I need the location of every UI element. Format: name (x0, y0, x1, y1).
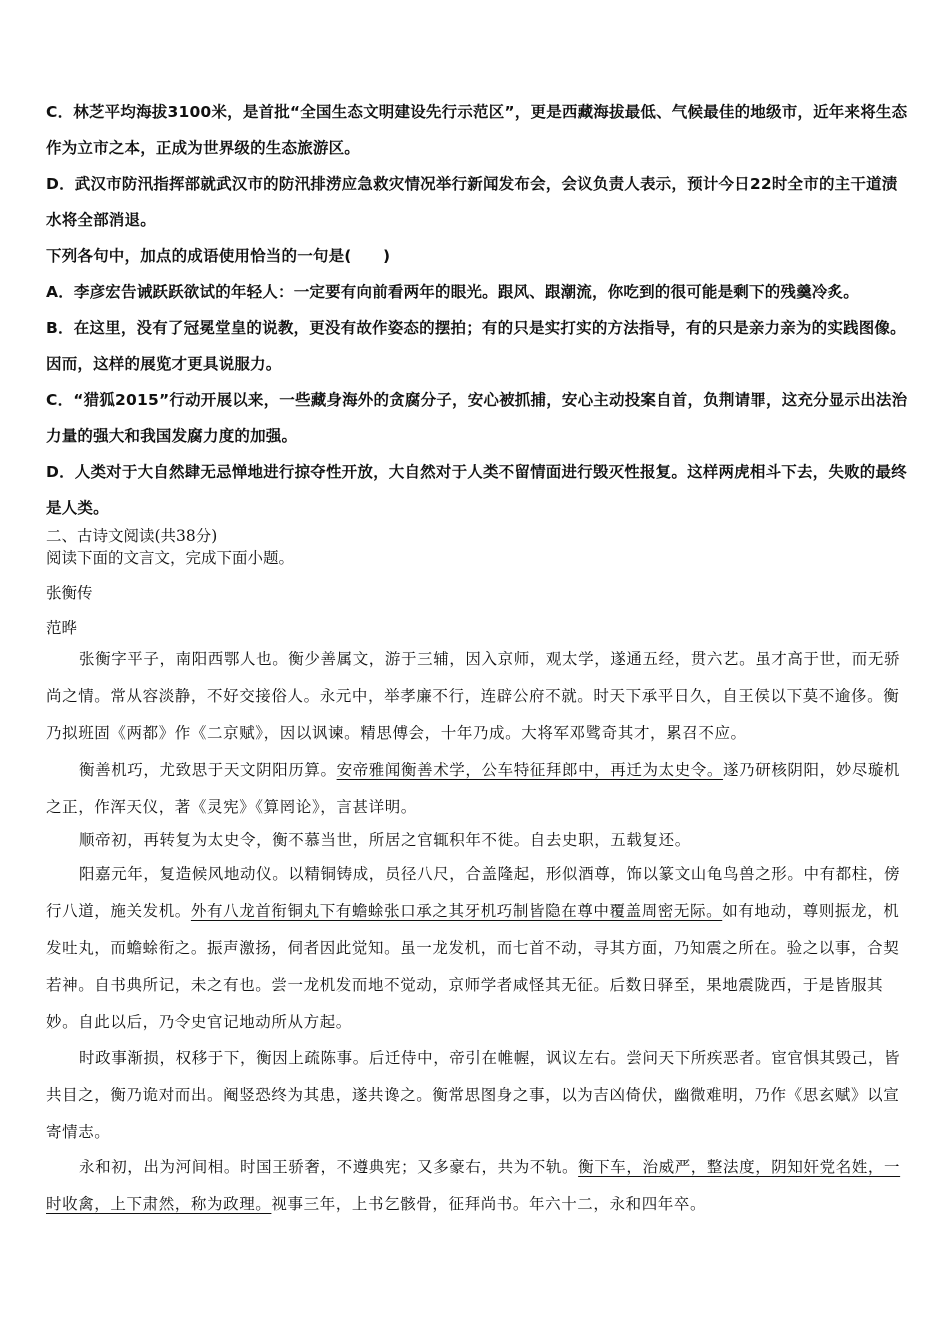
passage-paragraph-1: 张衡字平子，南阳西鄂人也。衡少善属文，游于三辅，因入京师，观太学，遂通五经，贯六艺。虽才高于世，而无骄尚之情。常从容淡静，不好交接俗人。永元中，举孝廉不行，连辟公府不就。时天下承平日久，自王侯以下莫不逾侈。衡乃拟班固《两都》作《二京赋》，因以讽谏。精思傅会，十年乃成。大将军邓骘奇其才，累召不应。 (46, 650, 901, 742)
p4-text-before: 阳嘉元年，复造候风地动仪。以精铜铸成，员径八尺，合盖隆起，形似酒尊，饰以篆文山龟鸟兽之形。中有都柱，傍行八道，施关发机。 (46, 865, 901, 920)
passage-paragraph-2 (46, 752, 908, 826)
p2-text-before: 衡善机巧，尤致思于天文阴阳历算。 (79, 761, 337, 779)
p6-text-before: 永和初，出为河间相。时国王骄奢，不遵典宪；又多豪右，共为不轨。 (79, 1158, 579, 1176)
idiom-option-d: D．人类对于大自然肆无忌惮地进行掠夺性开放，大自然对于人类不留情面进行毁灭性报复。这样两虎相斗下去，失败的最终是人类。 (46, 463, 907, 517)
passage-paragraph-5: 时政事渐损，权移于下，衡因上疏陈事。后迁侍中，帝引在帷幄，讽议左右。尝问天下所疾恶者。宦官惧其毁己，皆共目之，衡乃诡对而出。阉竖恐终为其患，遂共谗之。衡常思图身之事，以为吉凶倚伏，幽微难明，乃作《思玄赋》以宣寄情志。 (46, 1049, 901, 1141)
passage-paragraph-6 (46, 1149, 908, 1223)
passage-paragraph-4 (46, 856, 908, 1041)
p4-text-after: 如有地动，尊则振龙，机发吐丸，而蟾蜍衔之。振声激扬，伺者因此觉知。虽一龙发机，而七首不动，寻其方面，乃知震之所在。验之以事，合契若神。自书典所记，未之有也。尝一龙机发而地不觉动，京师学者咸怪其无征。后数日驿至，果地震陇西，于是皆服其妙。自此以后，乃令史官记地动所从方起。 (46, 902, 900, 1031)
p6-text-after: 视事三年，上书乞骸骨，征拜尚书。年六十二，永和四年卒。 (271, 1195, 707, 1213)
p2-underlined-sentence: 安帝雅闻衡善术学，公车特征拜郎中，再迁为太史令。 (336, 761, 724, 779)
p6-underlined-sentence: 衡下车，治威严，整法度，阴知奸党名姓，一时收禽，上下肃然，称为政理。 (46, 1158, 901, 1213)
p4-underlined-sentence: 外有八龙首衔铜丸下有蟾蜍张口承之其牙机巧制皆隐在尊中覆盖周密无际。 (190, 902, 723, 920)
idiom-option-b: B．在这里，没有了冠冕堂皇的说教，更没有故作姿态的摆拍；有的只是实打实的方法指导，有的只是亲力亲为的实践图像。因而，这样的展览才更具说服力。 (46, 319, 906, 373)
passage-title: 张衡传 (46, 584, 93, 602)
reading-instruction: 阅读下面的文言文，完成下面小题。 (46, 549, 295, 567)
passage-paragraph-3: 顺帝初，再转复为太史令，衡不慕当世，所居之官辄积年不徙。自去史职，五载复还。 (79, 831, 691, 849)
prev-option-c: C．林芝平均海拔3100米，是首批“全国生态文明建设先行示范区”，更是西藏海拔最低、气候最佳的地级市，近年来将生态作为立市之本，正成为世界级的生态旅游区。 (46, 103, 908, 157)
section-heading: 二、古诗文阅读(共38分) (46, 527, 218, 545)
idiom-option-a: A．李彦宏告诫跃跃欲试的年轻人：一定要有向前看两年的眼光。跟风、跟潮流，你吃到的很可能是剩下的残羹冷炙。 (46, 283, 859, 301)
prev-option-d: D．武汉市防汛指挥部就武汉市的防汛排涝应急救灾情况举行新闻发布会，会议负责人表示，预计今日22时全市的主干道渍水将全部消退。 (46, 175, 898, 229)
idiom-question-stem: 下列各句中，加点的成语使用恰当的一句是( ) (46, 247, 391, 265)
idiom-option-c: C．“猎狐2015”行动开展以来，一些藏身海外的贪腐分子，安心被抓捕，安心主动投案自首，负荆请罪，这充分显示出法治力量的强大和我国发腐力度的加强。 (46, 391, 908, 445)
passage-author: 范晔 (46, 619, 78, 637)
p2-text-after: 遂乃研核阴阳，妙尽璇机之正，作浑天仪，著《灵宪》《算罔论》，言甚详明。 (46, 761, 901, 816)
